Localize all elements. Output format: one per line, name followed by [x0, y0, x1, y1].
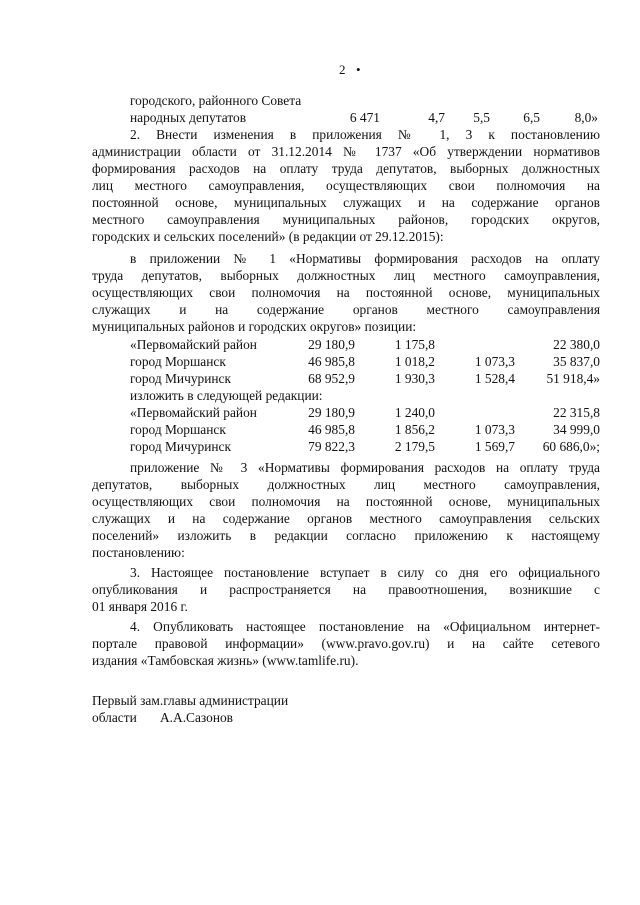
page-number: 2 — [339, 62, 346, 77]
new-row-value: 1 569,7 — [474, 439, 515, 454]
new-edit-label: изложить в следующей редакции: — [130, 388, 323, 403]
app1-line: осуществляющих свои полномочия на постоянной основе, муниципальных — [92, 285, 600, 300]
old-row-value: 1 930,3 — [394, 371, 435, 386]
app1-line: служащих и на содержание органов местного самоуправления — [92, 302, 600, 317]
old-row-value: 51 918,4» — [546, 371, 600, 386]
new-row-value: 1 073,3 — [474, 422, 515, 437]
new-row-value: 22 315,8 — [553, 405, 600, 420]
para2-line: администрации области от 31.12.2014 № 1737 «Об утверждении нормативов — [92, 144, 600, 159]
top-row-value: 6 471 — [349, 110, 380, 125]
new-row-value: 60 686,0»; — [542, 439, 600, 454]
para4-line: 4. Опубликовать настоящее постановление на «Официальном интернет- — [130, 619, 600, 634]
top-row-value: 4,7 — [428, 110, 445, 125]
app1-line: в приложении № 1 «Нормативы формирования расходов на оплату — [130, 251, 600, 266]
top-row-label-1: городского, районного Совета — [130, 93, 302, 108]
top-row-value: 8,0» — [574, 110, 598, 125]
old-row-value: 1 528,4 — [474, 371, 515, 386]
page-mark: • — [356, 62, 361, 77]
top-row-value: 5,5 — [473, 110, 490, 125]
old-row-value: 29 180,9 — [308, 337, 355, 352]
old-row-value: 1 175,8 — [394, 337, 435, 352]
new-row-value: 2 179,5 — [394, 439, 435, 454]
signature-title: Первый зам.главы администрации — [92, 693, 289, 708]
app3-line: постановлению: — [92, 545, 185, 560]
new-row-value: 1 240,0 — [394, 405, 435, 420]
old-row-value: 46 985,8 — [308, 354, 355, 369]
old-row-value: 22 380,0 — [553, 337, 600, 352]
old-row-value: 1 073,3 — [474, 354, 515, 369]
signature-name: А.А.Сазонов — [160, 710, 234, 725]
app1-line: муниципальных районов и городских округов» позиции: — [92, 319, 417, 334]
app3-line: служащих и на содержание органов местного самоуправления сельских — [92, 511, 600, 526]
para3-line: опубликования и распространяется на правоотношения, возникшие с — [92, 582, 600, 597]
para2-line: 2. Внести изменения в приложения № 1, 3 к постановлению — [130, 127, 600, 142]
top-row-value: 6,5 — [523, 110, 540, 125]
app3-line: осуществляющих свои полномочия на постоянной основе, муниципальных — [92, 494, 600, 509]
app3-line: приложение № 3 «Нормативы формирования расходов на оплату труда — [130, 460, 600, 475]
new-row-name: «Первомайский район — [130, 405, 257, 420]
old-row-value: 1 018,2 — [394, 354, 435, 369]
old-row-name: город Мичуринск — [130, 371, 231, 386]
signature-region: области — [92, 710, 137, 725]
para2-line: формирования расходов на оплату труда депутатов, выборных должностных — [92, 161, 600, 176]
old-row-name: город Моршанск — [130, 354, 226, 369]
old-row-name: «Первомайский район — [130, 337, 257, 352]
app1-line: труда депутатов, выборных должностных лиц местного самоуправления, — [92, 268, 600, 283]
app3-line: поселений» изложить в редакции согласно приложению к настоящему — [92, 528, 600, 543]
para2-line: городских и сельских поселений» (в редакции от 29.12.2015): — [92, 229, 444, 244]
para3-line: 01 января 2016 г. — [92, 599, 188, 614]
new-row-value: 29 180,9 — [308, 405, 355, 420]
para4-line: портале правовой информации» (www.pravo.gov.ru) и на сайте сетевого — [92, 636, 600, 651]
app3-line: депутатов, выборных должностных лиц местного самоуправления, — [92, 477, 600, 492]
old-row-value: 35 837,0 — [553, 354, 600, 369]
new-row-value: 1 856,2 — [394, 422, 435, 437]
new-row-name: город Мичуринск — [130, 439, 231, 454]
para2-line: постоянной основе, муниципальных служащих и на содержание органов — [92, 195, 600, 210]
new-row-value: 79 822,3 — [308, 439, 355, 454]
para2-line: местного самоуправления муниципальных районов, городских округов, — [92, 212, 600, 227]
new-row-name: город Моршанск — [130, 422, 226, 437]
old-row-value: 68 952,9 — [308, 371, 355, 386]
para2-line: лиц местного самоуправления, осуществляющих свои полномочия на — [92, 178, 600, 193]
new-row-value: 34 999,0 — [553, 422, 600, 437]
para3-line: 3. Настоящее постановление вступает в силу со дня его официального — [130, 565, 600, 580]
top-row-label-2: народных депутатов — [130, 110, 247, 125]
para4-line: издания «Тамбовская жизнь» (www.tamlife.ru). — [92, 653, 359, 668]
new-row-value: 46 985,8 — [308, 422, 355, 437]
